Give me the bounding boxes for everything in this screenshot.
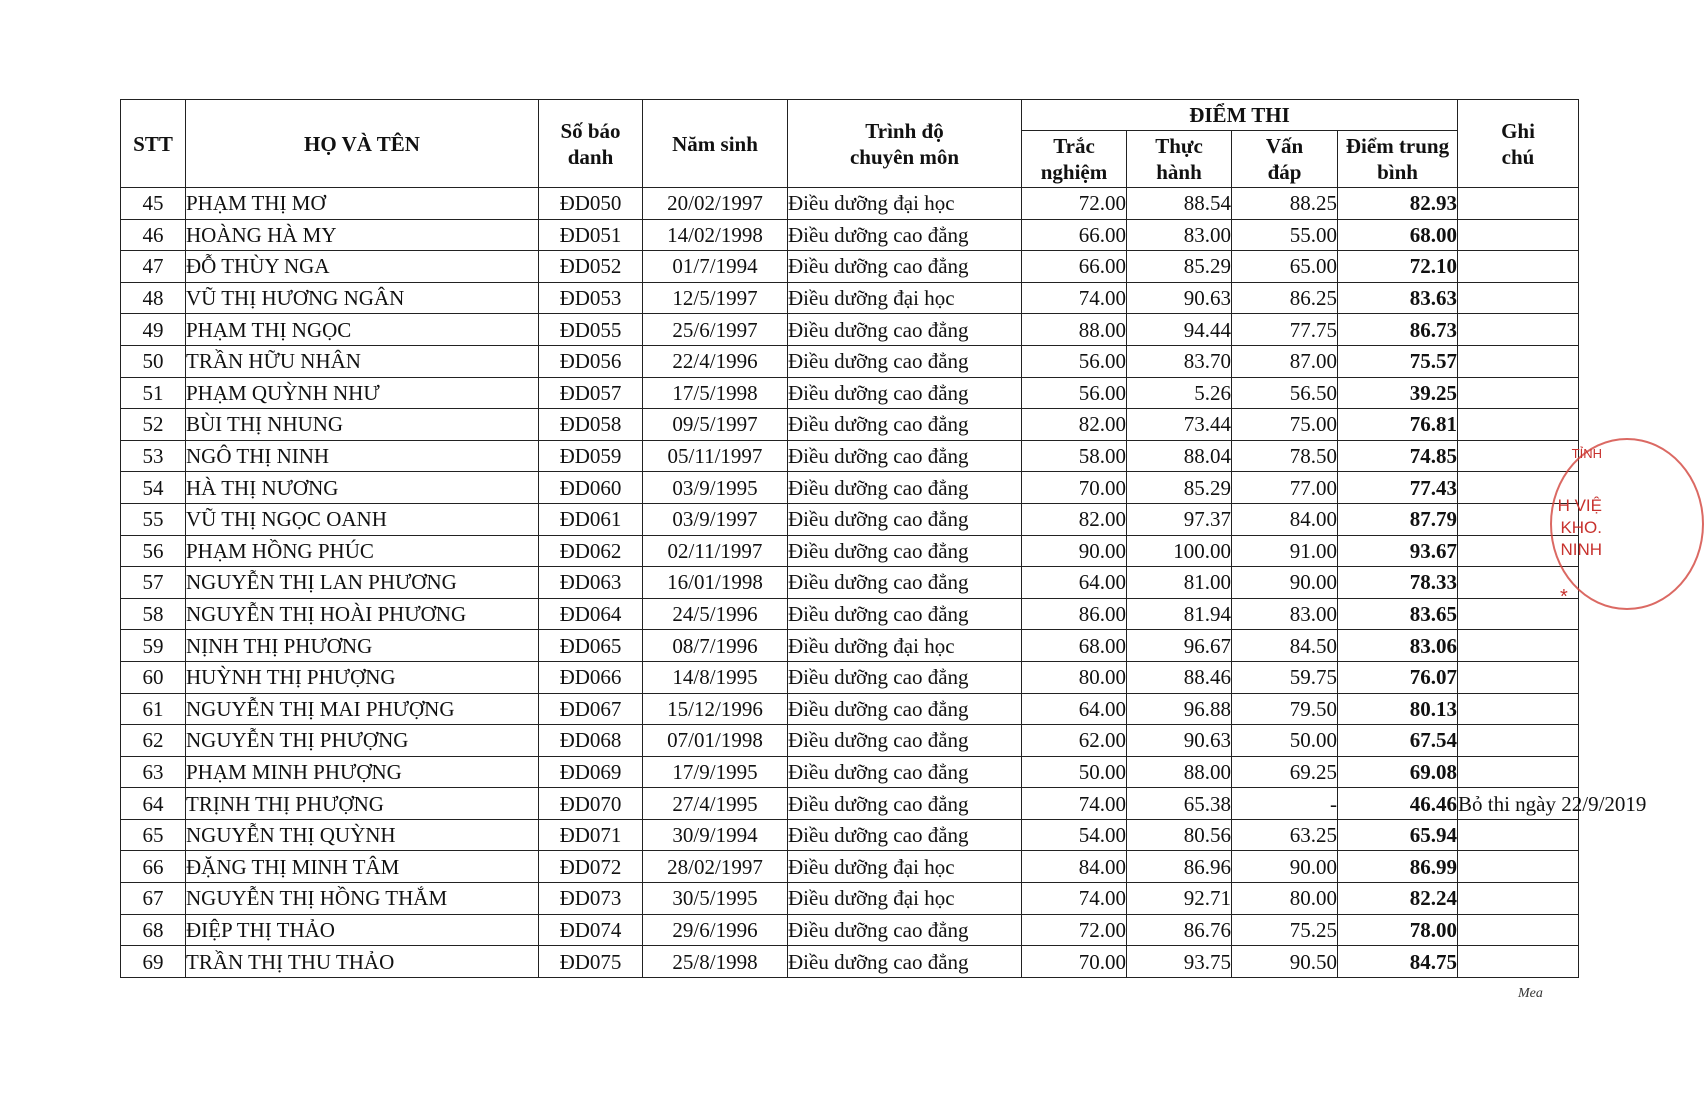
seal-star: *: [1560, 586, 1568, 608]
cell-stt: 47: [121, 251, 186, 283]
cell-trac-nghiem: 88.00: [1022, 314, 1127, 346]
cell-diem-tb: 80.13: [1338, 693, 1458, 725]
cell-thuc-hanh: 65.38: [1127, 788, 1232, 820]
table-row: [121, 282, 1579, 314]
cell-thuc-hanh: 5.26: [1127, 377, 1232, 409]
cell-birth: 22/4/1996: [643, 345, 788, 377]
cell-level: Điều dưỡng cao đẳng: [788, 914, 1022, 946]
cell-birth: 30/5/1995: [643, 883, 788, 915]
cell-van-dap: 90.00: [1232, 567, 1338, 599]
cell-thuc-hanh: 88.04: [1127, 440, 1232, 472]
cell-sbd: ĐD066: [539, 661, 643, 693]
cell-birth: 09/5/1997: [643, 409, 788, 441]
cell-birth: 12/5/1997: [643, 282, 788, 314]
table-row: [121, 409, 1579, 441]
table-row: [121, 345, 1579, 377]
cell-thuc-hanh: 88.46: [1127, 661, 1232, 693]
cell-van-dap: 59.75: [1232, 661, 1338, 693]
cell-name: ĐỖ THÙY NGA: [186, 251, 539, 283]
cell-trac-nghiem: 58.00: [1022, 440, 1127, 472]
cell-name: NGUYỄN THỊ QUỲNH: [186, 819, 539, 851]
table-row: [121, 914, 1579, 946]
cell-trac-nghiem: 64.00: [1022, 567, 1127, 599]
cell-stt: 50: [121, 345, 186, 377]
cell-trac-nghiem: 50.00: [1022, 756, 1127, 788]
seal-text-1: TỈNH: [1571, 446, 1602, 461]
cell-van-dap: 90.00: [1232, 851, 1338, 883]
cell-sbd: ĐD063: [539, 567, 643, 599]
cell-trac-nghiem: 74.00: [1022, 883, 1127, 915]
cell-stt: 57: [121, 567, 186, 599]
table-row: [121, 946, 1579, 978]
cell-level: Điều dưỡng cao đẳng: [788, 345, 1022, 377]
cell-name: PHẠM THỊ MƠ: [186, 188, 539, 220]
cell-trac-nghiem: 66.00: [1022, 219, 1127, 251]
table-header: [121, 100, 1579, 188]
cell-level: Điều dưỡng đại học: [788, 188, 1022, 220]
cell-thuc-hanh: 81.94: [1127, 598, 1232, 630]
cell-birth: 17/9/1995: [643, 756, 788, 788]
cell-diem-tb: 83.63: [1338, 282, 1458, 314]
cell-name: ĐIỆP THỊ THẢO: [186, 914, 539, 946]
cell-thuc-hanh: 88.00: [1127, 756, 1232, 788]
cell-trac-nghiem: 84.00: [1022, 851, 1127, 883]
cell-diem-tb: 87.79: [1338, 503, 1458, 535]
cell-ghi-chu: [1458, 377, 1579, 409]
cell-birth: 24/5/1996: [643, 598, 788, 630]
cell-stt: 52: [121, 409, 186, 441]
cell-name: NGUYỄN THỊ MAI PHƯỢNG: [186, 693, 539, 725]
cell-van-dap: 79.50: [1232, 693, 1338, 725]
cell-name: TRỊNH THỊ PHƯỢNG: [186, 788, 539, 820]
cell-level: Điều dưỡng cao đẳng: [788, 472, 1022, 504]
cell-trac-nghiem: 66.00: [1022, 251, 1127, 283]
cell-trac-nghiem: 74.00: [1022, 282, 1127, 314]
cell-diem-tb: 65.94: [1338, 819, 1458, 851]
cell-van-dap: 84.00: [1232, 503, 1338, 535]
table-row: [121, 567, 1579, 599]
cell-thuc-hanh: 94.44: [1127, 314, 1232, 346]
cell-ghi-chu: [1458, 282, 1579, 314]
cell-level: Điều dưỡng cao đẳng: [788, 251, 1022, 283]
cell-stt: 60: [121, 661, 186, 693]
cell-van-dap: 75.25: [1232, 914, 1338, 946]
header-diem-thi: ĐIỂM THI: [1022, 100, 1458, 131]
seal-text-3: KHO.: [1560, 518, 1602, 537]
cell-sbd: ĐD073: [539, 883, 643, 915]
cell-diem-tb: 68.00: [1338, 219, 1458, 251]
cell-sbd: ĐD052: [539, 251, 643, 283]
cell-name: VŨ THỊ HƯƠNG NGÂN: [186, 282, 539, 314]
cell-thuc-hanh: 93.75: [1127, 946, 1232, 978]
cell-ghi-chu: [1458, 630, 1579, 662]
cell-sbd: ĐD074: [539, 914, 643, 946]
cell-birth: 02/11/1997: [643, 535, 788, 567]
cell-sbd: ĐD062: [539, 535, 643, 567]
cell-stt: 46: [121, 219, 186, 251]
cell-name: TRẦN THỊ THU THẢO: [186, 946, 539, 978]
cell-ghi-chu: [1458, 693, 1579, 725]
table-row: [121, 251, 1579, 283]
cell-van-dap: 56.50: [1232, 377, 1338, 409]
cell-sbd: ĐD053: [539, 282, 643, 314]
cell-sbd: ĐD055: [539, 314, 643, 346]
cell-name: NỊNH THỊ PHƯƠNG: [186, 630, 539, 662]
cell-thuc-hanh: 96.67: [1127, 630, 1232, 662]
cell-stt: 59: [121, 630, 186, 662]
cell-stt: 62: [121, 725, 186, 757]
cell-diem-tb: 84.75: [1338, 946, 1458, 978]
cell-sbd: ĐD057: [539, 377, 643, 409]
header-thuc-hanh: Thực hành: [1127, 131, 1232, 188]
cell-van-dap: 91.00: [1232, 535, 1338, 567]
cell-ghi-chu: [1458, 756, 1579, 788]
cell-ghi-chu: [1458, 314, 1579, 346]
cell-van-dap: 69.25: [1232, 756, 1338, 788]
cell-thuc-hanh: 83.00: [1127, 219, 1232, 251]
cell-thuc-hanh: 90.63: [1127, 725, 1232, 757]
header-stt: STT: [121, 100, 186, 188]
cell-birth: 28/02/1997: [643, 851, 788, 883]
cell-sbd: ĐD059: [539, 440, 643, 472]
header-trac-nghiem: Trắc nghiệm: [1022, 131, 1127, 188]
cell-stt: 64: [121, 788, 186, 820]
cell-level: Điều dưỡng đại học: [788, 851, 1022, 883]
cell-name: TRẦN HỮU NHÂN: [186, 345, 539, 377]
table-row: [121, 851, 1579, 883]
cell-name: NGUYỄN THỊ LAN PHƯƠNG: [186, 567, 539, 599]
cell-van-dap: 86.25: [1232, 282, 1338, 314]
cell-thuc-hanh: 90.63: [1127, 282, 1232, 314]
cell-trac-nghiem: 80.00: [1022, 661, 1127, 693]
cell-trac-nghiem: 72.00: [1022, 188, 1127, 220]
cell-name: NGÔ THỊ NINH: [186, 440, 539, 472]
cell-diem-tb: 67.54: [1338, 725, 1458, 757]
cell-diem-tb: 75.57: [1338, 345, 1458, 377]
cell-thuc-hanh: 81.00: [1127, 567, 1232, 599]
cell-stt: 67: [121, 883, 186, 915]
cell-sbd: ĐD058: [539, 409, 643, 441]
cell-diem-tb: 74.85: [1338, 440, 1458, 472]
cell-diem-tb: 72.10: [1338, 251, 1458, 283]
cell-level: Điều dưỡng cao đẳng: [788, 440, 1022, 472]
cell-van-dap: 50.00: [1232, 725, 1338, 757]
cell-diem-tb: 86.99: [1338, 851, 1458, 883]
cell-birth: 16/01/1998: [643, 567, 788, 599]
cell-sbd: ĐD051: [539, 219, 643, 251]
cell-birth: 07/01/1998: [643, 725, 788, 757]
cell-diem-tb: 69.08: [1338, 756, 1458, 788]
cell-van-dap: 55.00: [1232, 219, 1338, 251]
cell-birth: 08/7/1996: [643, 630, 788, 662]
cell-sbd: ĐD075: [539, 946, 643, 978]
cell-level: Điều dưỡng cao đẳng: [788, 377, 1022, 409]
official-seal: [1540, 438, 1610, 613]
cell-trac-nghiem: 82.00: [1022, 409, 1127, 441]
cell-trac-nghiem: 70.00: [1022, 946, 1127, 978]
cell-trac-nghiem: 62.00: [1022, 725, 1127, 757]
cell-trac-nghiem: 70.00: [1022, 472, 1127, 504]
cell-level: Điều dưỡng cao đẳng: [788, 946, 1022, 978]
cell-stt: 48: [121, 282, 186, 314]
table-row: [121, 219, 1579, 251]
table-row: [121, 314, 1579, 346]
cell-stt: 54: [121, 472, 186, 504]
cell-thuc-hanh: 100.00: [1127, 535, 1232, 567]
cell-name: NGUYỄN THỊ HOÀI PHƯƠNG: [186, 598, 539, 630]
cell-thuc-hanh: 92.71: [1127, 883, 1232, 915]
cell-ghi-chu: [1458, 251, 1579, 283]
cell-diem-tb: 46.46: [1338, 788, 1458, 820]
cell-thuc-hanh: 85.29: [1127, 251, 1232, 283]
cell-name: HÀ THỊ NƯƠNG: [186, 472, 539, 504]
header-level: Trình độ chuyên môn: [788, 100, 1022, 188]
table-row: [121, 883, 1579, 915]
cell-stt: 56: [121, 535, 186, 567]
cell-ghi-chu: [1458, 188, 1579, 220]
cell-trac-nghiem: 74.00: [1022, 788, 1127, 820]
cell-trac-nghiem: 90.00: [1022, 535, 1127, 567]
cell-level: Điều dưỡng cao đẳng: [788, 503, 1022, 535]
cell-stt: 53: [121, 440, 186, 472]
cell-sbd: ĐD065: [539, 630, 643, 662]
cell-level: Điều dưỡng cao đẳng: [788, 219, 1022, 251]
cell-diem-tb: 76.07: [1338, 661, 1458, 693]
cell-ghi-chu: [1458, 725, 1579, 757]
cell-birth: 17/5/1998: [643, 377, 788, 409]
cell-stt: 61: [121, 693, 186, 725]
cell-diem-tb: 83.65: [1338, 598, 1458, 630]
table-row: [121, 630, 1579, 662]
cell-birth: 03/9/1995: [643, 472, 788, 504]
cell-ghi-chu: [1458, 914, 1579, 946]
cell-stt: 45: [121, 188, 186, 220]
header-diem-tb: Điểm trung bình: [1338, 131, 1458, 188]
cell-stt: 63: [121, 756, 186, 788]
cell-level: Điều dưỡng cao đẳng: [788, 409, 1022, 441]
table-row: [121, 598, 1579, 630]
cell-trac-nghiem: 54.00: [1022, 819, 1127, 851]
cell-thuc-hanh: 83.70: [1127, 345, 1232, 377]
seal-text-4: NINH: [1560, 540, 1602, 559]
cell-name: PHẠM MINH PHƯỢNG: [186, 756, 539, 788]
cell-birth: 03/9/1997: [643, 503, 788, 535]
cell-trac-nghiem: 72.00: [1022, 914, 1127, 946]
cell-thuc-hanh: 85.29: [1127, 472, 1232, 504]
cell-sbd: ĐD061: [539, 503, 643, 535]
cell-level: Điều dưỡng cao đẳng: [788, 314, 1022, 346]
cell-birth: 05/11/1997: [643, 440, 788, 472]
cell-level: Điều dưỡng cao đẳng: [788, 693, 1022, 725]
header-name: HỌ VÀ TÊN: [186, 100, 539, 188]
cell-name: PHẠM THỊ NGỌC: [186, 314, 539, 346]
cell-ghi-chu: [1458, 819, 1579, 851]
cell-diem-tb: 93.67: [1338, 535, 1458, 567]
table-row: [121, 661, 1579, 693]
cell-sbd: ĐD050: [539, 188, 643, 220]
table-row: [121, 819, 1579, 851]
cell-level: Điều dưỡng cao đẳng: [788, 725, 1022, 757]
cell-level: Điều dưỡng cao đẳng: [788, 598, 1022, 630]
cell-sbd: ĐD071: [539, 819, 643, 851]
cell-ghi-chu: Bỏ thi ngày 22/9/2019: [1458, 788, 1579, 820]
cell-name: PHẠM QUỲNH NHƯ: [186, 377, 539, 409]
table-row: [121, 788, 1579, 820]
cell-level: Điều dưỡng đại học: [788, 630, 1022, 662]
cell-sbd: ĐD070: [539, 788, 643, 820]
cell-ghi-chu: [1458, 409, 1579, 441]
cell-birth: 15/12/1996: [643, 693, 788, 725]
table-row: [121, 503, 1579, 535]
cell-level: Điều dưỡng cao đẳng: [788, 567, 1022, 599]
cell-sbd: ĐD056: [539, 345, 643, 377]
cell-van-dap: 65.00: [1232, 251, 1338, 283]
cell-level: Điều dưỡng cao đẳng: [788, 535, 1022, 567]
seal-text-2: H VIỆ: [1557, 496, 1602, 515]
cell-trac-nghiem: 86.00: [1022, 598, 1127, 630]
cell-thuc-hanh: 88.54: [1127, 188, 1232, 220]
cell-name: HOÀNG HÀ MY: [186, 219, 539, 251]
table-row: [121, 693, 1579, 725]
cell-level: Điều dưỡng cao đẳng: [788, 819, 1022, 851]
cell-van-dap: -: [1232, 788, 1338, 820]
cell-name: NGUYỄN THỊ PHƯỢNG: [186, 725, 539, 757]
cell-level: Điều dưỡng cao đẳng: [788, 756, 1022, 788]
cell-stt: 65: [121, 819, 186, 851]
cell-diem-tb: 82.93: [1338, 188, 1458, 220]
table-row: [121, 756, 1579, 788]
cell-ghi-chu: [1458, 851, 1579, 883]
cell-van-dap: 75.00: [1232, 409, 1338, 441]
cell-diem-tb: 78.33: [1338, 567, 1458, 599]
cell-stt: 55: [121, 503, 186, 535]
cell-birth: 01/7/1994: [643, 251, 788, 283]
cell-van-dap: 77.75: [1232, 314, 1338, 346]
cell-ghi-chu: [1458, 661, 1579, 693]
cell-ghi-chu: [1458, 946, 1579, 978]
cell-stt: 49: [121, 314, 186, 346]
cell-ghi-chu: [1458, 345, 1579, 377]
cell-birth: 20/02/1997: [643, 188, 788, 220]
cell-van-dap: 83.00: [1232, 598, 1338, 630]
header-ghi-chu: Ghi chú: [1458, 100, 1579, 188]
cell-van-dap: 90.50: [1232, 946, 1338, 978]
cell-name: NGUYỄN THỊ HỒNG THẮM: [186, 883, 539, 915]
cell-van-dap: 84.50: [1232, 630, 1338, 662]
cell-van-dap: 63.25: [1232, 819, 1338, 851]
cell-level: Điều dưỡng đại học: [788, 883, 1022, 915]
header-sbd: Số báo danh: [539, 100, 643, 188]
header-van-dap: Vấn đáp: [1232, 131, 1338, 188]
table-row: [121, 440, 1579, 472]
cell-birth: 29/6/1996: [643, 914, 788, 946]
cell-van-dap: 80.00: [1232, 883, 1338, 915]
cell-birth: 25/8/1998: [643, 946, 788, 978]
cell-name: ĐẶNG THỊ MINH TÂM: [186, 851, 539, 883]
cell-name: PHẠM HỒNG PHÚC: [186, 535, 539, 567]
cell-van-dap: 77.00: [1232, 472, 1338, 504]
cell-trac-nghiem: 82.00: [1022, 503, 1127, 535]
cell-stt: 68: [121, 914, 186, 946]
cell-name: VŨ THỊ NGỌC OANH: [186, 503, 539, 535]
cell-thuc-hanh: 97.37: [1127, 503, 1232, 535]
cell-stt: 66: [121, 851, 186, 883]
cell-diem-tb: 77.43: [1338, 472, 1458, 504]
cell-thuc-hanh: 73.44: [1127, 409, 1232, 441]
cell-sbd: ĐD068: [539, 725, 643, 757]
cell-sbd: ĐD069: [539, 756, 643, 788]
cell-birth: 25/6/1997: [643, 314, 788, 346]
table-row: [121, 725, 1579, 757]
cell-diem-tb: 83.06: [1338, 630, 1458, 662]
cell-thuc-hanh: 86.96: [1127, 851, 1232, 883]
header-birth: Năm sinh: [643, 100, 788, 188]
cell-sbd: ĐD060: [539, 472, 643, 504]
table-row: [121, 377, 1579, 409]
cell-diem-tb: 86.73: [1338, 314, 1458, 346]
cell-thuc-hanh: 80.56: [1127, 819, 1232, 851]
signature-initials: Mea: [1518, 986, 1543, 1001]
cell-stt: 51: [121, 377, 186, 409]
cell-birth: 27/4/1995: [643, 788, 788, 820]
cell-sbd: ĐD072: [539, 851, 643, 883]
table-row: [121, 188, 1579, 220]
cell-diem-tb: 78.00: [1338, 914, 1458, 946]
cell-trac-nghiem: 68.00: [1022, 630, 1127, 662]
cell-trac-nghiem: 56.00: [1022, 345, 1127, 377]
cell-birth: 14/02/1998: [643, 219, 788, 251]
cell-level: Điều dưỡng cao đẳng: [788, 661, 1022, 693]
cell-ghi-chu: [1458, 883, 1579, 915]
cell-level: Điều dưỡng đại học: [788, 282, 1022, 314]
cell-van-dap: 88.25: [1232, 188, 1338, 220]
cell-ghi-chu: [1458, 219, 1579, 251]
cell-van-dap: 78.50: [1232, 440, 1338, 472]
cell-sbd: ĐD064: [539, 598, 643, 630]
cell-stt: 58: [121, 598, 186, 630]
cell-thuc-hanh: 96.88: [1127, 693, 1232, 725]
table-row: [121, 535, 1579, 567]
cell-birth: 14/8/1995: [643, 661, 788, 693]
cell-van-dap: 87.00: [1232, 345, 1338, 377]
cell-birth: 30/9/1994: [643, 819, 788, 851]
cell-level: Điều dưỡng cao đẳng: [788, 788, 1022, 820]
table-row: [121, 472, 1579, 504]
cell-stt: 69: [121, 946, 186, 978]
cell-name: BÙI THỊ NHUNG: [186, 409, 539, 441]
cell-name: HUỲNH THỊ PHƯỢNG: [186, 661, 539, 693]
cell-diem-tb: 76.81: [1338, 409, 1458, 441]
cell-diem-tb: 39.25: [1338, 377, 1458, 409]
cell-thuc-hanh: 86.76: [1127, 914, 1232, 946]
cell-trac-nghiem: 64.00: [1022, 693, 1127, 725]
cell-diem-tb: 82.24: [1338, 883, 1458, 915]
cell-sbd: ĐD067: [539, 693, 643, 725]
cell-trac-nghiem: 56.00: [1022, 377, 1127, 409]
